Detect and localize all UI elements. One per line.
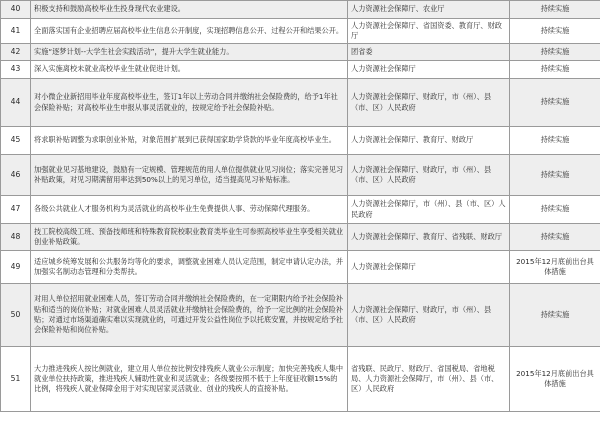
timeline: 持续实施 (510, 196, 600, 224)
row-number: 45 (1, 127, 31, 155)
table-row (1, 196, 600, 224)
responsible-departments: 人力资源社会保障厅、财政厅，市（州）、县（市、区）人民政府 (348, 155, 510, 196)
responsible-departments: 人力资源社会保障厅，市（州）、县（市、区）人民政府 (348, 196, 510, 224)
task-text: 实施“逐梦计划--大学生社会实践活动”，提升大学生就业能力。 (31, 44, 348, 61)
table-row (1, 19, 600, 44)
row-number: 51 (1, 347, 31, 412)
timeline: 2015年12月底前出台具体措施 (510, 251, 600, 284)
responsible-departments: 人力资源社会保障厅、教育厅、财政厅 (348, 127, 510, 155)
timeline: 持续实施 (510, 224, 600, 251)
timeline: 持续实施 (510, 44, 600, 61)
row-number: 44 (1, 79, 31, 127)
table-row (1, 251, 600, 284)
task-text: 对用人单位招用就业困难人员，签订劳动合同并缴纳社会保险费的，在一定期限内给予社会保险补贴和适当的岗位补贴；对就业困难人员灵活就业并缴纳社会保险费的，给予一定比例的社会保险补贴；对通过市场渠道确实难以实现就业的，可通过开发公益性岗位予以托底安置，并按规定给予社会保险补贴和岗位补贴。 (31, 284, 348, 347)
responsible-departments: 人力资源社会保障厅、财政厅，市（州）、县（市、区）人民政府 (348, 79, 510, 127)
row-number: 48 (1, 224, 31, 251)
row-number: 41 (1, 19, 31, 44)
row-number: 47 (1, 196, 31, 224)
row-number: 50 (1, 284, 31, 347)
task-text: 深入实施离校未就业高校毕业生就业促进计划。 (31, 61, 348, 79)
timeline: 持续实施 (510, 79, 600, 127)
task-text: 积极支持和鼓励高校毕业生投身现代农业建设。 (31, 1, 348, 19)
table-row (1, 155, 600, 196)
row-number: 40 (1, 1, 31, 19)
table-row (1, 127, 600, 155)
responsible-departments: 人力资源社会保障厅、财政厅，市（州）、县（市、区）人民政府 (348, 284, 510, 347)
timeline: 持续实施 (510, 61, 600, 79)
responsible-departments: 人力资源社会保障厅 (348, 251, 510, 284)
task-text: 加强就业见习基地建设，鼓励有一定规模、管理规范的用人单位提供就业见习岗位；落实完善见习补贴政策，对见习期满留用率达到50%以上的见习单位，适当提高见习补贴标准。 (31, 155, 348, 196)
table-row (1, 44, 600, 61)
task-text: 各级公共就业人才服务机构为灵活就业的高校毕业生免费提供人事、劳动保障代理服务。 (31, 196, 348, 224)
timeline: 持续实施 (510, 1, 600, 19)
task-text: 适应城乡统筹发展和公共服务均等化的要求，调整就业困难人员认定范围，制定申请认定办法，并加强实名制动态管理和分类帮扶。 (31, 251, 348, 284)
responsible-departments: 人力资源社会保障厅、教育厅、省残联、财政厅 (348, 224, 510, 251)
task-text: 大力推进残疾人按比例就业，建立用人单位按比例安排残疾人就业公示制度；加快完善残疾人集中就业单位扶持政策，推进残疾人辅助性就业和灵活就业；各级要按照不低于上年度征收额15%的比例，将残疾人就业保障金用于对实现居家灵活就业、创业的残疾人的直接补贴。 (31, 347, 348, 412)
row-number: 49 (1, 251, 31, 284)
task-text: 将求职补贴调整为求职创业补贴，对象范围扩展到已获得国家助学贷款的毕业年度高校毕业生。 (31, 127, 348, 155)
timeline: 持续实施 (510, 155, 600, 196)
responsible-departments: 团省委 (348, 44, 510, 61)
table-row (1, 1, 600, 19)
responsible-departments: 人力资源社会保障厅、农业厅 (348, 1, 510, 19)
timeline: 2015年12月底前出台具体措施 (510, 347, 600, 412)
task-text: 对小微企业新招用毕业年度高校毕业生，签订1年以上劳动合同并缴纳社会保险费的，给予1年社会保险补贴；对高校毕业生申报从事灵活就业的，按规定给予社会保险补贴。 (31, 79, 348, 127)
row-number: 42 (1, 44, 31, 61)
table-row (1, 284, 600, 347)
timeline: 持续实施 (510, 19, 600, 44)
task-text: 技工院校高级工班、预备技师班和特殊教育院校职业教育类毕业生可参照高校毕业生享受相关就业创业补贴政策。 (31, 224, 348, 251)
table-row (1, 347, 600, 412)
timeline: 持续实施 (510, 127, 600, 155)
task-text: 全面落实国有企业招聘应届高校毕业生信息公开制度，实现招聘信息公开、过程公开和结果公开。 (31, 19, 348, 44)
table-row (1, 61, 600, 79)
responsible-departments: 省残联、民政厅、财政厅、省国税局、省地税局、人力资源社会保障厅，市（州）、县（市、区）人民政府 (348, 347, 510, 412)
row-number: 46 (1, 155, 31, 196)
table-row (1, 224, 600, 251)
row-number: 43 (1, 61, 31, 79)
responsible-departments: 人力资源社会保障厅、省国资委、教育厅、财政厅 (348, 19, 510, 44)
table-row (1, 79, 600, 127)
timeline: 持续实施 (510, 284, 600, 347)
responsible-departments: 人力资源社会保障厅 (348, 61, 510, 79)
